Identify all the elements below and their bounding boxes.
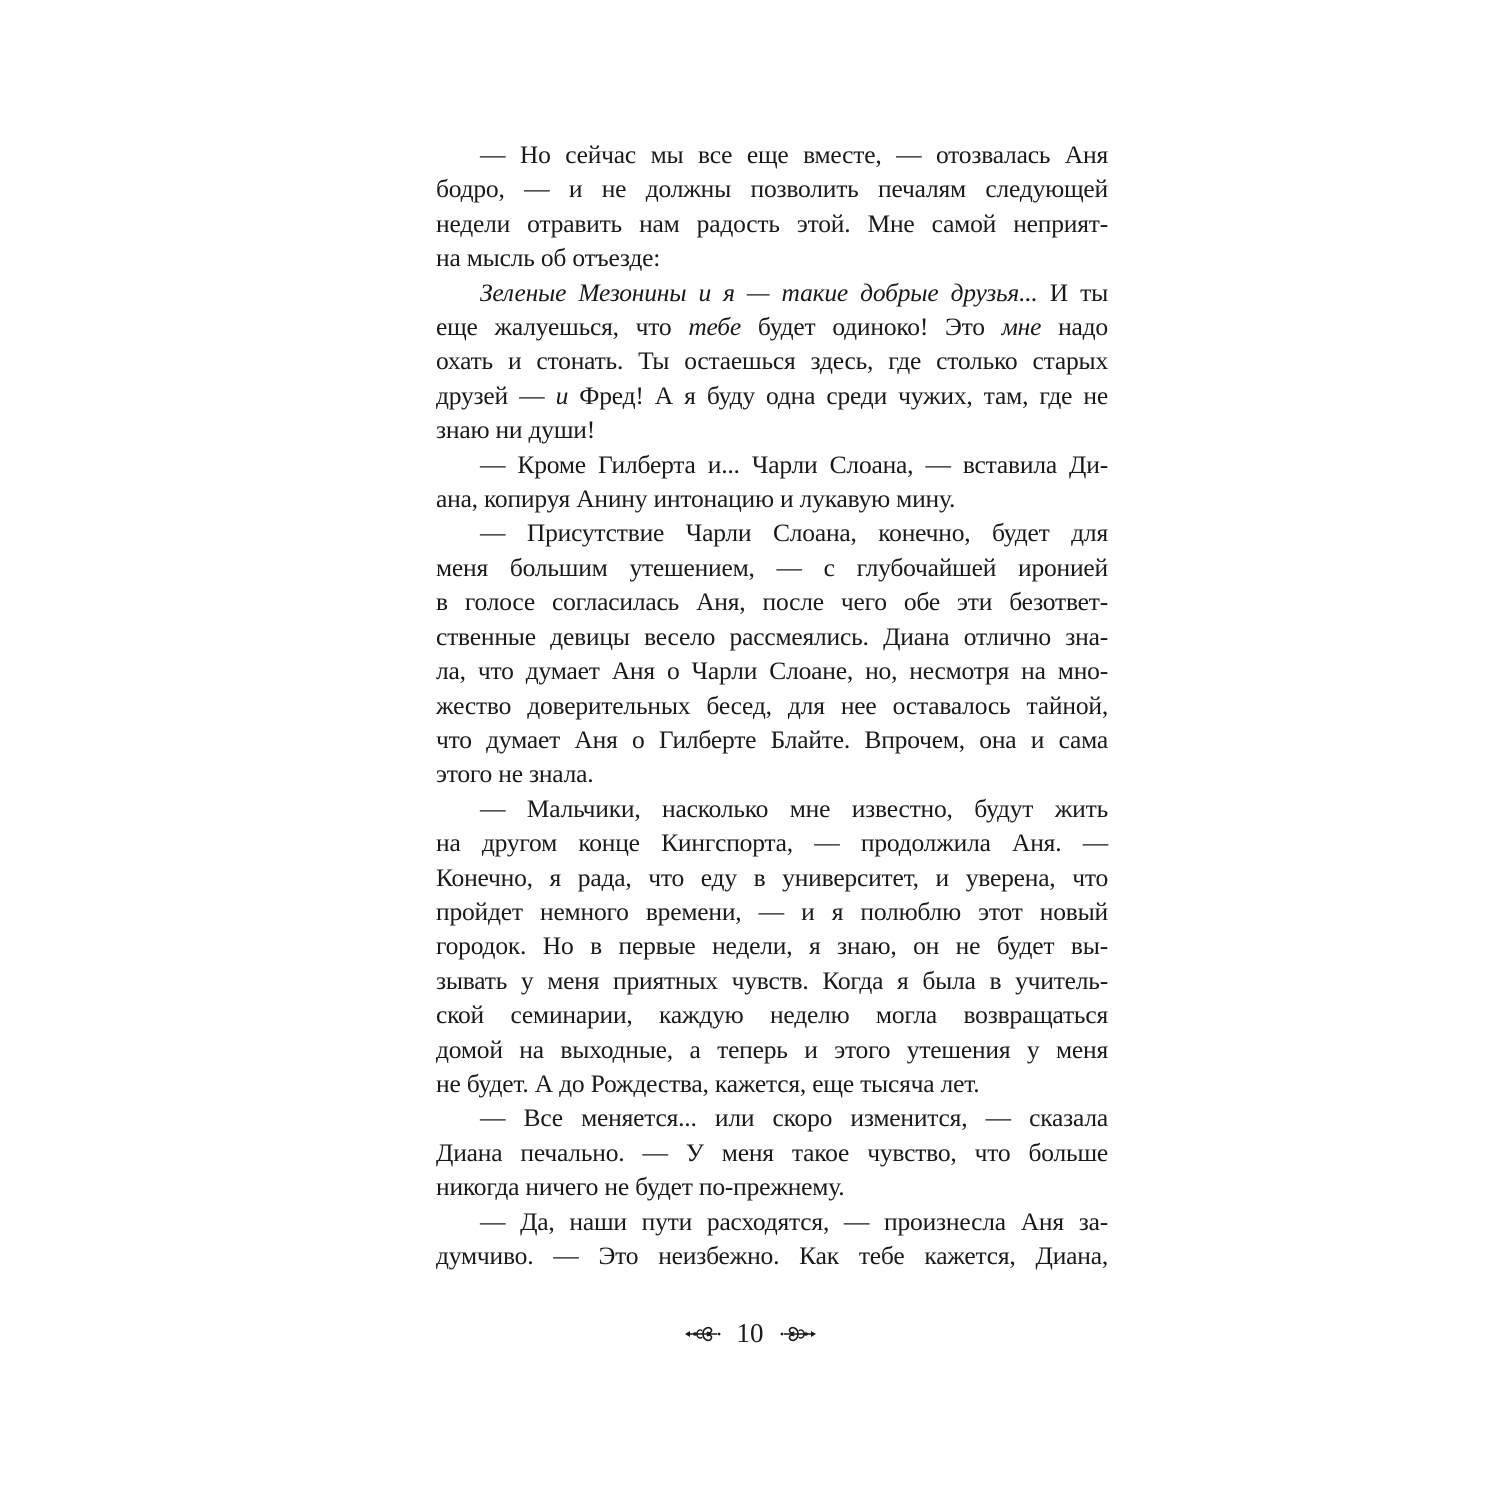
text-line [436,379,1108,413]
text-line: — Мальчики, насколько мне известно, будут жить [480,793,1108,823]
text-line: зывать у меня приятных чувств. Когда я была в учитель- [436,965,1108,995]
text-line: думчиво. — Это неизбежно. Как тебе кажется, Диана, [436,1241,1108,1270]
text-segment: друзей — [436,380,556,410]
paragraph [436,276,1108,448]
fleuron-left-icon [683,1322,723,1346]
paragraph [436,792,1108,1102]
paragraph [436,516,1108,791]
text-line: Диана печально. — У меня такое чувство, что больше [436,1137,1108,1167]
paragraph [436,138,1108,276]
fleuron-right-icon [778,1322,818,1346]
italic-text: тебе [688,312,742,342]
text-line: — Да, наши пути расходятся, — произнесла Аня за- [480,1206,1108,1236]
text-line [436,276,1108,310]
text-segment: еще жалуешься, что [436,312,689,342]
text-segment: будет одиноко! Это [741,312,1002,342]
paragraph [436,1101,1108,1204]
text-line: охать и стонать. Ты остаешься здесь, где столько старых [436,346,1108,376]
text-line: на другом конце Кингспорта, — продолжила Аня. — [436,828,1108,858]
text-line: ственные девицы весело рассмеялись. Диана отлично зна- [436,621,1108,651]
text-line: меня большим утешением, — с глубочайшей иронией [436,552,1108,582]
text-segment: надо [1041,312,1108,342]
text-line: ана, копируя Анину интонацию и лукавую мину. [436,484,956,514]
text-line: жество доверительных бесед, для нее оставалось тайной, [436,690,1108,720]
paragraph [436,1205,1108,1274]
text-line: недели отравить нам радость этой. Мне самой неприят- [436,208,1108,238]
text-line: не будет. А до Рождества, кажется, еще тысяча лет. [436,1068,980,1098]
page-footer [0,1318,1500,1349]
page-number: 10 [736,1318,764,1348]
text-line: никогда ничего не будет по-прежнему. [436,1172,845,1202]
text-line: — Кроме Гилберта и... Чарли Слоана, — вставила Ди- [480,449,1108,479]
text-line: пройдет немного времени, — и я полюблю этот новый [436,896,1108,926]
text-line: — Присутствие Чарли Слоана, конечно, будет для [480,518,1108,548]
text-line: что думает Аня о Гилберте Блайте. Впрочем, она и сама [436,724,1108,754]
text-line: — Все меняется... или скоро изменится, — сказала [480,1103,1108,1133]
italic-text: и [555,380,569,410]
paragraph [436,448,1108,517]
text-line: городок. Но в первые недели, я знаю, он не будет вы- [436,931,1108,961]
text-line: в голосе согласилась Аня, после чего обе эти безответ- [436,587,1108,617]
text-line: ской семинарии, каждую неделю могла возвращаться [436,1000,1108,1030]
text-segment: Фред! А я буду одна среди чужих, там, где не [568,380,1108,410]
italic-text: Зеленые Мезонины и я — такие добрые друзья... [480,277,1038,307]
text-line: на мысль об отъезде: [436,243,661,273]
text-line: домой на выходные, а теперь и этого утешения у меня [436,1034,1108,1064]
text-line: ла, что думает Аня о Чарли Слоане, но, несмотря на мно- [436,656,1108,686]
text-line: — Но сейчас мы все еще вместе, — отозвалась Аня [480,140,1108,169]
text-line: знаю ни души! [436,415,596,445]
italic-text: мне [1001,312,1042,342]
text-segment: И ты [1037,277,1109,307]
book-page-body [436,138,1108,1273]
text-line: этого не знала. [436,759,594,789]
text-line: Конечно, я рада, что еду в университет, и уверена, что [436,862,1108,892]
text-line: бодро, — и не должны позволить печалям следующей [436,174,1108,204]
text-line [436,310,1108,344]
